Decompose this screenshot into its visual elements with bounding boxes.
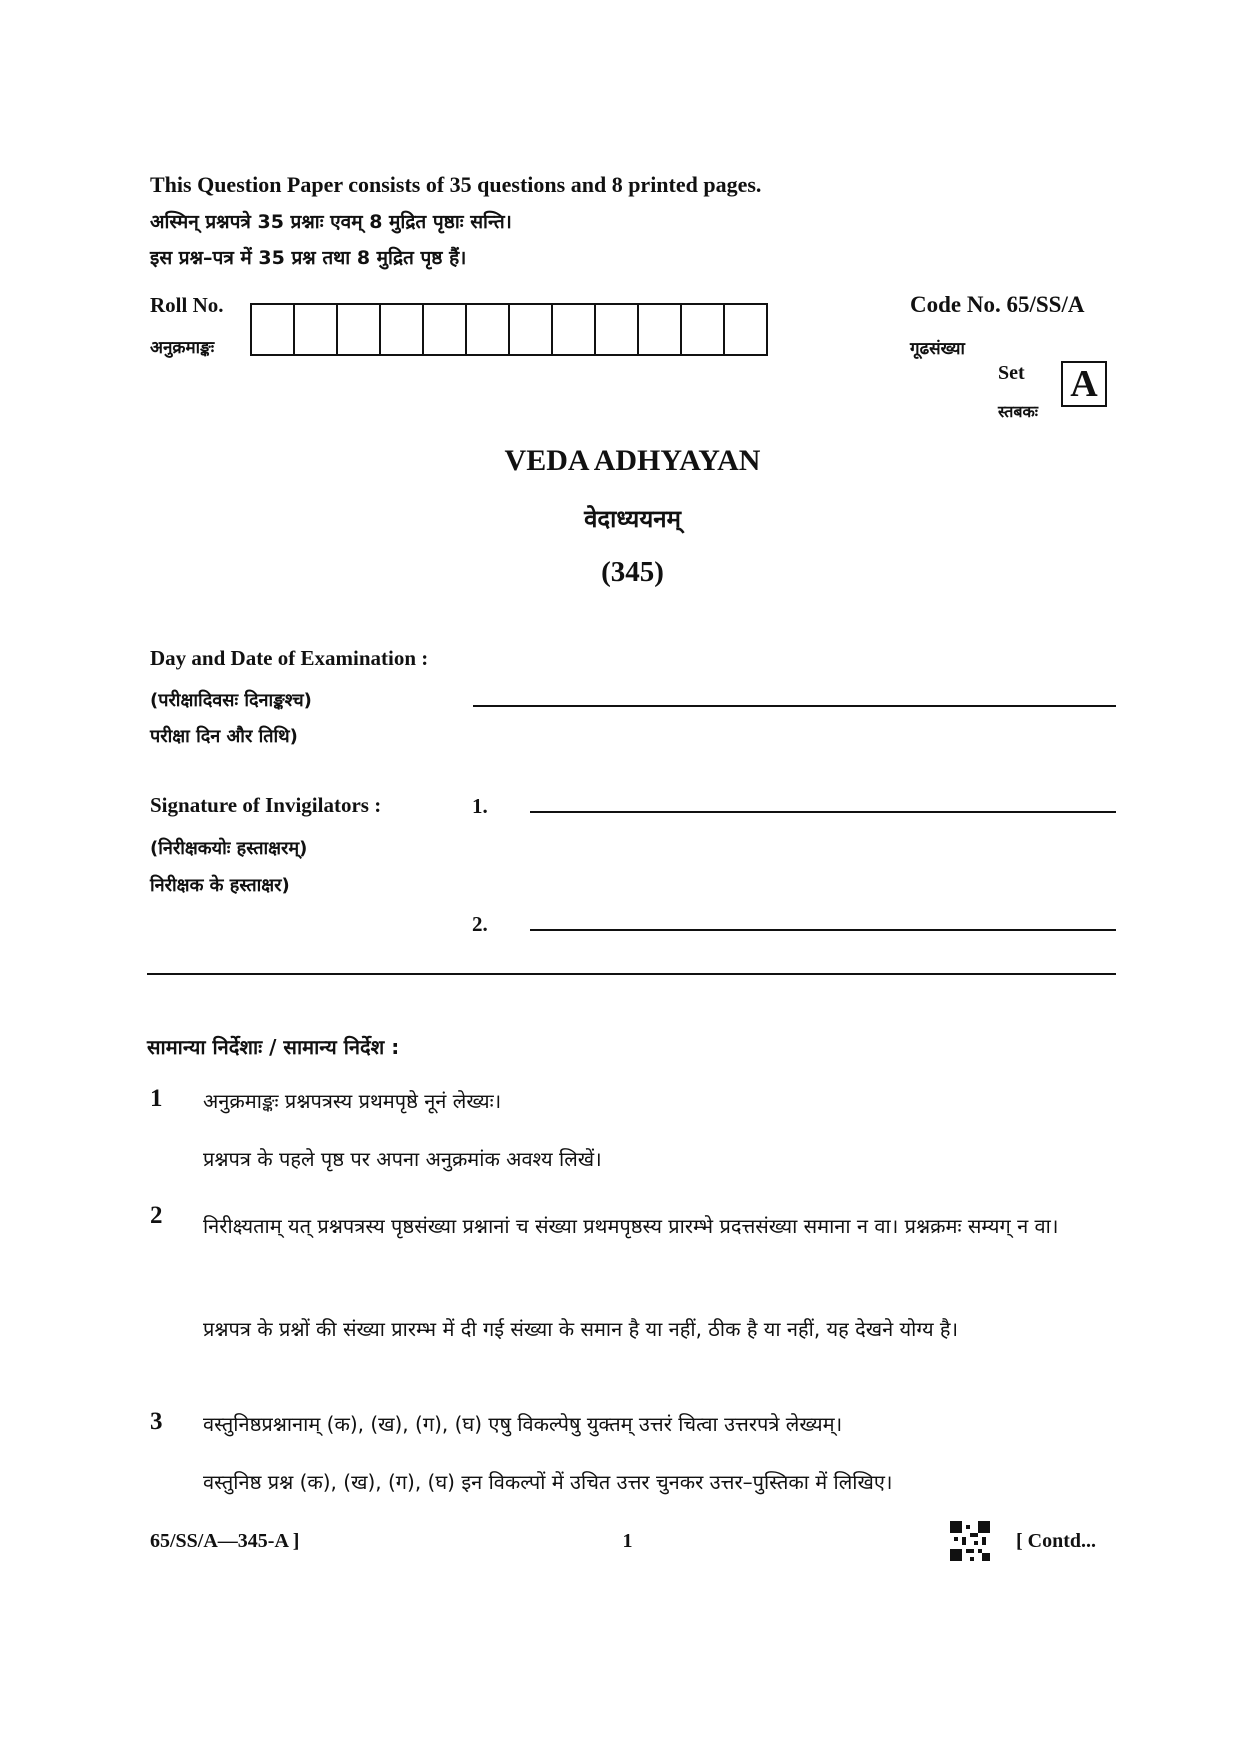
roll-no-box[interactable] [596, 305, 639, 354]
roll-no-box[interactable] [424, 305, 467, 354]
pages-info-sa: अस्मिन् प्रश्नपत्रे 35 प्रश्नाः एवम् 8 मुद्रित पृष्ठाः सन्ति। [150, 211, 512, 233]
subject-title-sa: वेदाध्ययनम् [584, 505, 681, 533]
instruction-3-hi: वस्तुनिष्ठ प्रश्न (क), (ख), (ग), (घ) इन विकल्पों में उचित उत्तर चुनकर उत्तर–पुस्तिका में लिखिए। [203, 1470, 893, 1494]
instructions-heading: सामान्या निर्देशाः / सामान्य निर्देश : [147, 1035, 400, 1059]
roll-no-label: Roll No. [150, 293, 224, 317]
exam-date-label-sa: (परीक्षादिवसः दिनाङ्कश्च) [150, 690, 312, 711]
roll-no-box[interactable] [338, 305, 381, 354]
instruction-2-number: 2 [150, 1202, 163, 1229]
subject-code: (345) [601, 556, 664, 588]
invigilator-1-signature-field[interactable] [530, 811, 1116, 813]
roll-no-box[interactable] [467, 305, 510, 354]
subject-title: VEDA ADHYAYAN [504, 444, 761, 477]
invigilator-2-signature-field[interactable] [530, 929, 1116, 931]
code-no-label: Code No. 65/SS/A [910, 292, 1085, 317]
roll-no-box[interactable] [639, 305, 682, 354]
roll-no-box[interactable] [553, 305, 596, 354]
pages-info-en: This Question Paper consists of 35 questions and 8 printed pages. [150, 172, 762, 197]
set-value-box: A [1061, 361, 1107, 407]
footer-page-number: 1 [622, 1530, 633, 1552]
roll-no-box[interactable] [252, 305, 295, 354]
code-no-label-sa: गूढसंख्या [910, 339, 965, 359]
roll-no-box[interactable] [381, 305, 424, 354]
roll-no-label-sa: अनुक्रमाङ्कः [150, 338, 215, 358]
roll-no-box[interactable] [510, 305, 553, 354]
exam-date-label: Day and Date of Examination : [150, 646, 429, 670]
instruction-2-hi: प्रश्नपत्र के प्रश्नों की संख्या प्रारम्भ में दी गई संख्या के समान है या नहीं, ठीक है या नहीं, यह देखने योग्य है। [203, 1317, 959, 1341]
set-label: Set [998, 362, 1025, 384]
roll-no-box[interactable] [682, 305, 725, 354]
footer-contd: [ Contd... [1016, 1530, 1097, 1552]
exam-date-field[interactable] [473, 705, 1116, 707]
section-divider [147, 973, 1116, 975]
instruction-2-sa: निरीक्ष्यताम् यत् प्रश्नपत्रस्य पृष्ठसंख्या प्रश्नानां च संख्या प्रथमपृष्ठस्य प्रारम्भे प्रदत्तसंख्या समाना न वा। प्रश्नक्रमः सम्यग् न वा। [203, 1214, 1059, 1238]
instruction-1-hi: प्रश्नपत्र के पहले पृष्ठ पर अपना अनुक्रमांक अवश्य लिखें। [203, 1147, 602, 1171]
invigilators-label-hi: निरीक्षक के हस्ताक्षर) [150, 875, 290, 896]
instruction-3-number: 3 [150, 1408, 163, 1435]
roll-no-box[interactable] [295, 305, 338, 354]
footer-paper-code: 65/SS/A—345-A ] [150, 1530, 300, 1552]
invigilator-1-number: 1. [472, 794, 488, 818]
set-label-sa: स्तबकः [998, 402, 1039, 421]
invigilator-2-number: 2. [472, 912, 488, 936]
invigilators-label: Signature of Invigilators : [150, 793, 382, 817]
exam-date-label-hi: परीक्षा दिन और तिथि) [150, 726, 298, 747]
pages-info-hi: इस प्रश्न–पत्र में 35 प्रश्न तथा 8 मुद्रित पृष्ठ हैं। [150, 247, 467, 269]
instruction-1-sa: अनुक्रमाङ्कः प्रश्नपत्रस्य प्रथमपृष्ठे नूनं लेख्यः। [203, 1089, 502, 1113]
roll-no-boxes[interactable] [250, 303, 768, 356]
instruction-1-number: 1 [150, 1085, 163, 1112]
qr-code-icon [950, 1521, 990, 1561]
instruction-3-sa: वस्तुनिष्ठप्रश्नानाम् (क), (ख), (ग), (घ) एषु विकल्पेषु युक्तम् उत्तरं चित्वा उत्तरपत्रे लेख्यम्। [203, 1412, 843, 1436]
roll-no-box[interactable] [725, 305, 766, 354]
invigilators-label-sa: (निरीक्षकयोः हस्ताक्षरम्) [150, 838, 308, 859]
